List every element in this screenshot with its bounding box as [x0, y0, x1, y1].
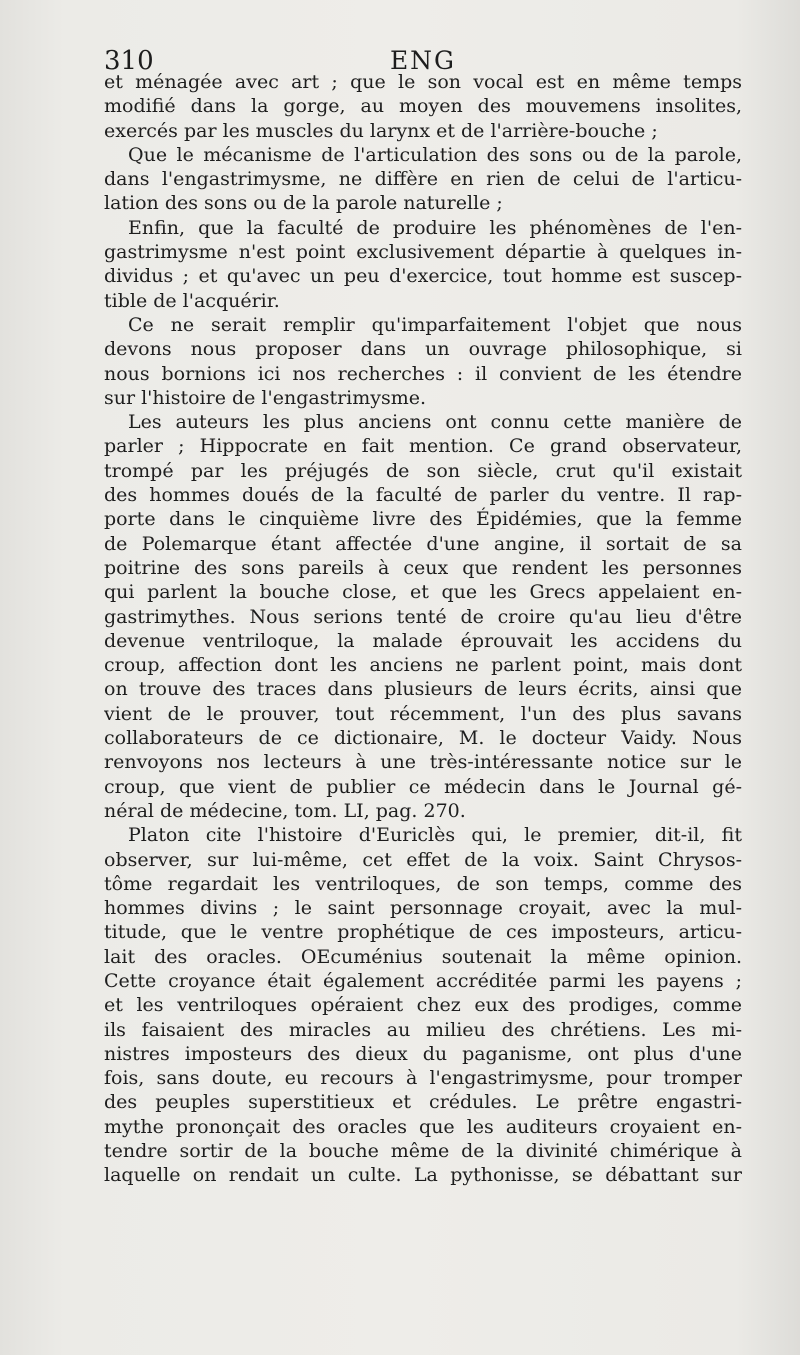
text-line: tendre sortir de la bouche même de la divinité chimérique à [104, 1140, 742, 1163]
text-line: Platon cite l'histoire d'Euriclès qui, le premier, dit-il, fit [128, 824, 742, 847]
text-line: néral de médecine, tom. LI, pag. 270. [104, 799, 466, 822]
text-line: qui parlent la bouche close, et que les Grecs appelaient en- [104, 581, 742, 604]
text-line: lait des oracles. OEcuménius soutenait la même opinion. [104, 945, 742, 968]
text-line: laquelle on rendait un culte. La pythonisse, se débattant sur [104, 1164, 742, 1187]
text-line: mythe prononçait des oracles que les auditeurs croyaient en- [104, 1115, 742, 1138]
text-line: croup, affection dont les anciens ne parlent point, mais dont [104, 654, 742, 677]
body-text [104, 70, 742, 1188]
text-line: dividus ; et qu'avec un peu d'exercice, tout homme est suscep- [104, 265, 742, 288]
text-line: fois, sans doute, eu recours à l'engastrimysme, pour tromper [104, 1067, 742, 1090]
text-line: Que le mécanisme de l'articulation des sons ou de la parole, [128, 143, 742, 166]
text-line: Enfin, que la faculté de produire les phénomènes de l'en- [128, 216, 742, 239]
text-line: vient de le prouver, tout récemment, l'un des plus savans [104, 702, 742, 725]
text-line: gastrimysme n'est point exclusivement départie à quelques in- [104, 241, 742, 264]
text-line: modifié dans la gorge, au moyen des mouvemens insolites, [104, 95, 742, 118]
text-line: dans l'engastrimysme, ne diffère en rien de celui de l'articu- [104, 168, 742, 191]
text-line: observer, sur lui-même, cet effet de la voix. Saint Chrysos- [104, 848, 742, 871]
text-line: des hommes doués de la faculté de parler du ventre. Il rap- [104, 484, 742, 507]
text-line: ils faisaient des miracles au milieu des chrétiens. Les mi- [104, 1018, 742, 1041]
text-line: poitrine des sons pareils à ceux que rendent les personnes [104, 556, 742, 579]
text-line: Cette croyance était également accréditée parmi les payens ; [104, 969, 742, 992]
text-line: titude, que le ventre prophétique de ces imposteurs, articu- [104, 921, 742, 944]
text-line: des peuples superstitieux et crédules. Le prêtre engastri- [104, 1091, 742, 1114]
text-line: nous bornions ici nos recherches : il convient de les étendre [104, 362, 742, 385]
text-line: lation des sons ou de la parole naturelle ; [104, 192, 503, 215]
text-line: parler ; Hippocrate en fait mention. Ce grand observateur, [104, 435, 742, 458]
text-line: et les ventriloques opéraient chez eux des prodiges, comme [104, 994, 742, 1017]
text-line: tôme regardait les ventriloques, de son temps, comme des [104, 872, 742, 895]
text-line: renvoyons nos lecteurs à une très-intéressante notice sur le [104, 751, 742, 774]
text-line: devenue ventriloque, la malade éprouvait les accidens du [104, 629, 742, 652]
text-line: de Polemarque étant affectée d'une angine, il sortait de sa [104, 532, 742, 555]
text-line: sur l'histoire de l'engastrimysme. [104, 386, 427, 409]
running-head: ENG [389, 46, 457, 75]
text-line: croup, que vient de publier ce médecin dans le Journal gé- [104, 775, 742, 798]
text-line: Les auteurs les plus anciens ont connu cette manière de [128, 411, 742, 434]
text-line: exercés par les muscles du larynx et de l'arrière-bouche ; [104, 119, 658, 142]
text-line: collaborateurs de ce dictionaire, M. le docteur Vaidy. Nous [104, 727, 742, 750]
text-line: hommes divins ; le saint personnage croyait, avec la mul- [104, 897, 742, 920]
text-line: trompé par les préjugés de son siècle, crut qu'il existait [104, 459, 742, 482]
text-line: et ménagée avec art ; que le son vocal est en même temps [104, 71, 742, 93]
text-line: nistres imposteurs des dieux du paganisme, ont plus d'une [104, 1042, 742, 1065]
page-number: 310 [104, 46, 154, 76]
text-line: tible de l'acquérir. [104, 289, 280, 312]
text-line: Ce ne serait remplir qu'imparfaitement l'objet que nous [128, 313, 742, 336]
text-line: gastrimythes. Nous serions tenté de croire qu'au lieu d'être [104, 605, 742, 628]
text-line: porte dans le cinquième livre des Épidémies, que la femme [104, 508, 742, 531]
text-line: on trouve des traces dans plusieurs de leurs écrits, ainsi que [104, 678, 742, 701]
text-line: devons nous proposer dans un ouvrage philosophique, si [104, 338, 742, 361]
